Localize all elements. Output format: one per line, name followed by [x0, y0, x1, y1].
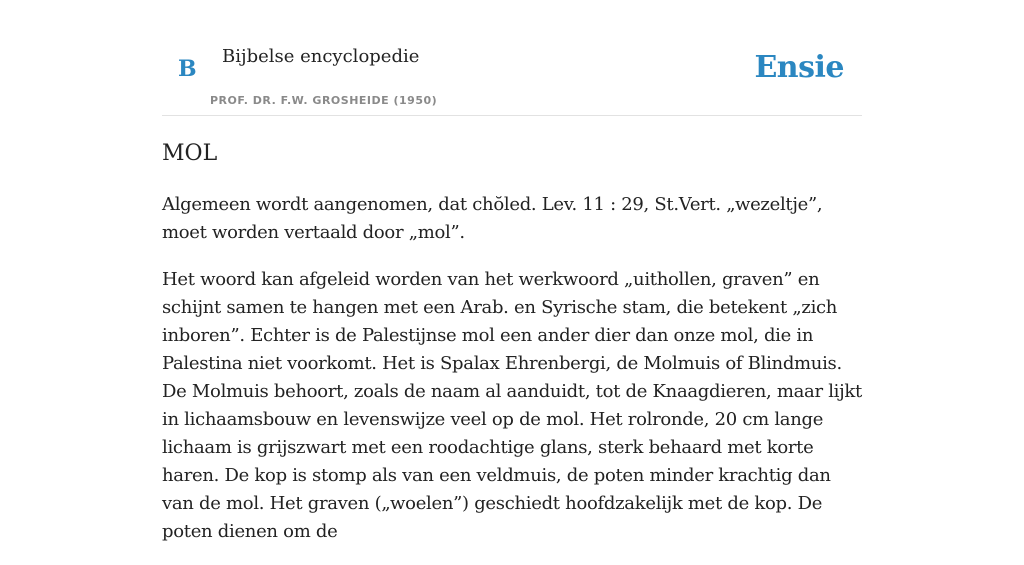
book-title-link[interactable]: Bijbelse encyclopedie [222, 46, 420, 67]
site-header [162, 0, 862, 116]
article-title: MOL [162, 141, 218, 166]
article-paragraph: Algemeen wordt aangenomen, dat chŏled. Lev. 11 : 29, St.Vert. „wezeltje”, moet worden vertaald door „mol”. [162, 194, 823, 243]
article-body [162, 191, 862, 565]
ensie-logo[interactable]: Ensie [754, 50, 844, 85]
book-author: PROF. DR. F.W. GROSHEIDE (1950) [210, 94, 438, 107]
article-paragraph: Het woord kan afgeleid worden van het werkwoord „uithollen, graven” en schijnt samen te hangen met een Arab. en Syrische stam, die betekent „zich inboren”. Echter is de Palestijnse mol een ander dier dan onze mol, die in Palestina niet voorkomt. Het is Spalax Ehrenbergi, de Molmuis of Blindmuis. De Molmuis behoort, zoals de naam al aanduidt, tot de Knaagdieren, maar lijkt in lichaamsbouw en levenswijze veel op de mol. Het rolronde, 20 cm lange lichaam is grijszwart met een roodachtige glans, sterk behaard met korte haren. De kop is stomp als van een veldmuis, de poten minder krachtig dan van de mol. Het graven („woelen”) geschiedt hoofdzakelijk met de kop. De poten dienen om de [162, 269, 862, 542]
book-logo[interactable]: B [178, 56, 197, 82]
